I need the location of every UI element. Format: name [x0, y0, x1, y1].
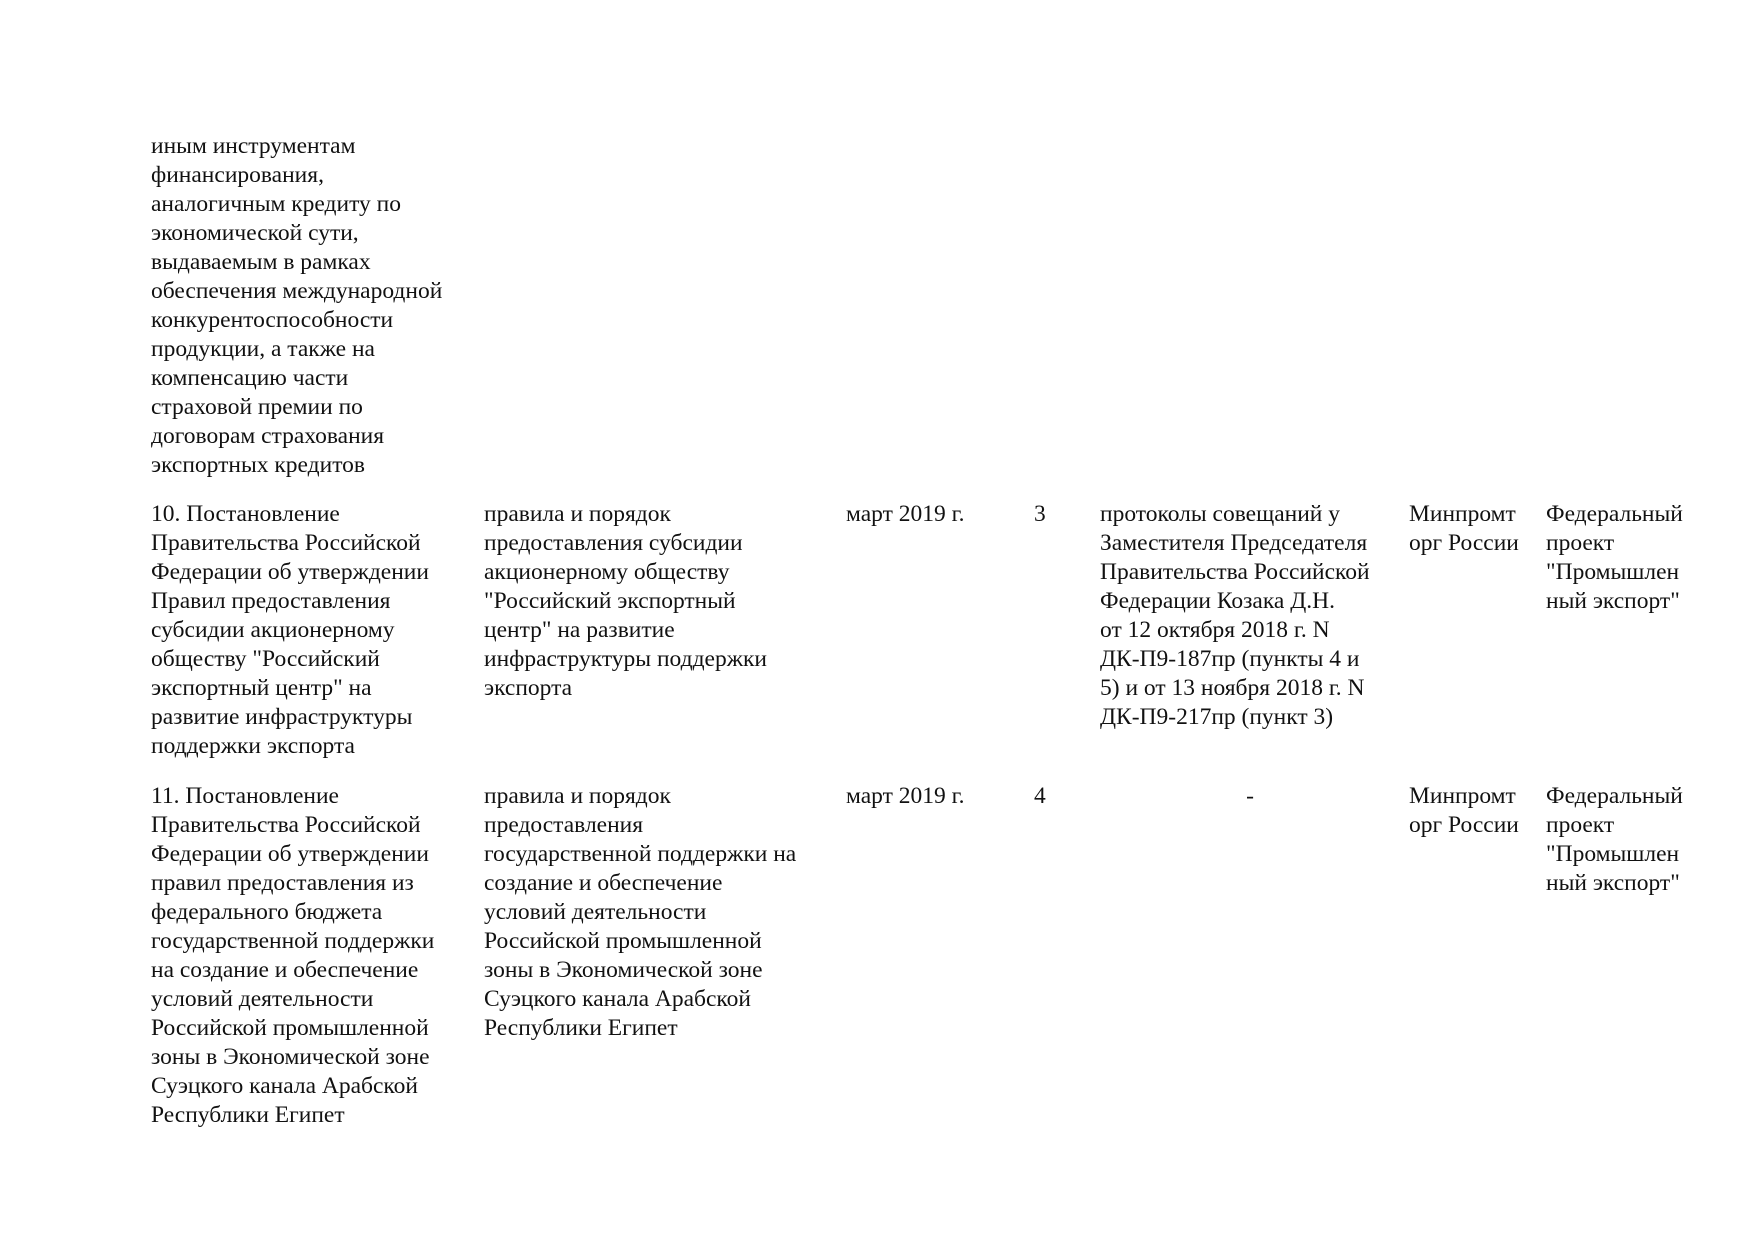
item-11-basis: -: [1246, 783, 1254, 809]
item-10-subject: правила и порядок предоставления субсидии акционерному обществу "Российский экспортный центр" на развитие инфраструктуры поддержки экспорта: [484, 501, 767, 701]
item-10-document-title: 10. Постановление Правительства Российской Федерации об утверждении Правил предоставления субсидии акционерному обществу "Российский экспортный центр" на развитие инфраструктуры поддержки экспорта: [151, 501, 429, 759]
item-11-responsible: Минпромт орг России: [1409, 783, 1519, 838]
item-10-responsible: Минпромт орг России: [1409, 501, 1519, 556]
row-continuation-document-text: иным инструментам финансирования, аналогичным кредиту по экономической сути, выдаваемым в рамках обеспечения международной конкурентоспособности продукции, а также на компенсацию части страховой премии по договорам страхования экспортных кредитов: [151, 133, 443, 478]
item-11-document-title: 11. Постановление Правительства Российской Федерации об утверждении правил предоставления из федерального бюджета государственной поддержки на создание и обеспечение условий деятельности Российской промышленной зоны в Экономической зоне Суэцкого канала Арабской Республики Египет: [151, 783, 435, 1128]
item-10-deadline: март 2019 г.: [846, 501, 965, 527]
item-10-number: 3: [1034, 501, 1046, 527]
item-11-project: Федеральный проект "Промышлен ный экспорт": [1546, 783, 1683, 896]
item-11-number: 4: [1034, 783, 1046, 809]
item-11-subject: правила и порядок предоставления государственной поддержки на создание и обеспечение условий деятельности Российской промышленной зоны в Экономической зоне Суэцкого канала Арабской Республики Египет: [484, 783, 797, 1041]
item-10-project: Федеральный проект "Промышлен ный экспорт": [1546, 501, 1683, 614]
item-10-basis: протоколы совещаний у Заместителя Председателя Правительства Российской Федерации Козака Д.Н. от 12 октября 2018 г. N ДК-П9-187пр (пункты 4 и 5) и от 13 ноября 2018 г. N ДК-П9-217пр (пункт 3): [1100, 501, 1370, 730]
item-11-deadline: март 2019 г.: [846, 783, 965, 809]
